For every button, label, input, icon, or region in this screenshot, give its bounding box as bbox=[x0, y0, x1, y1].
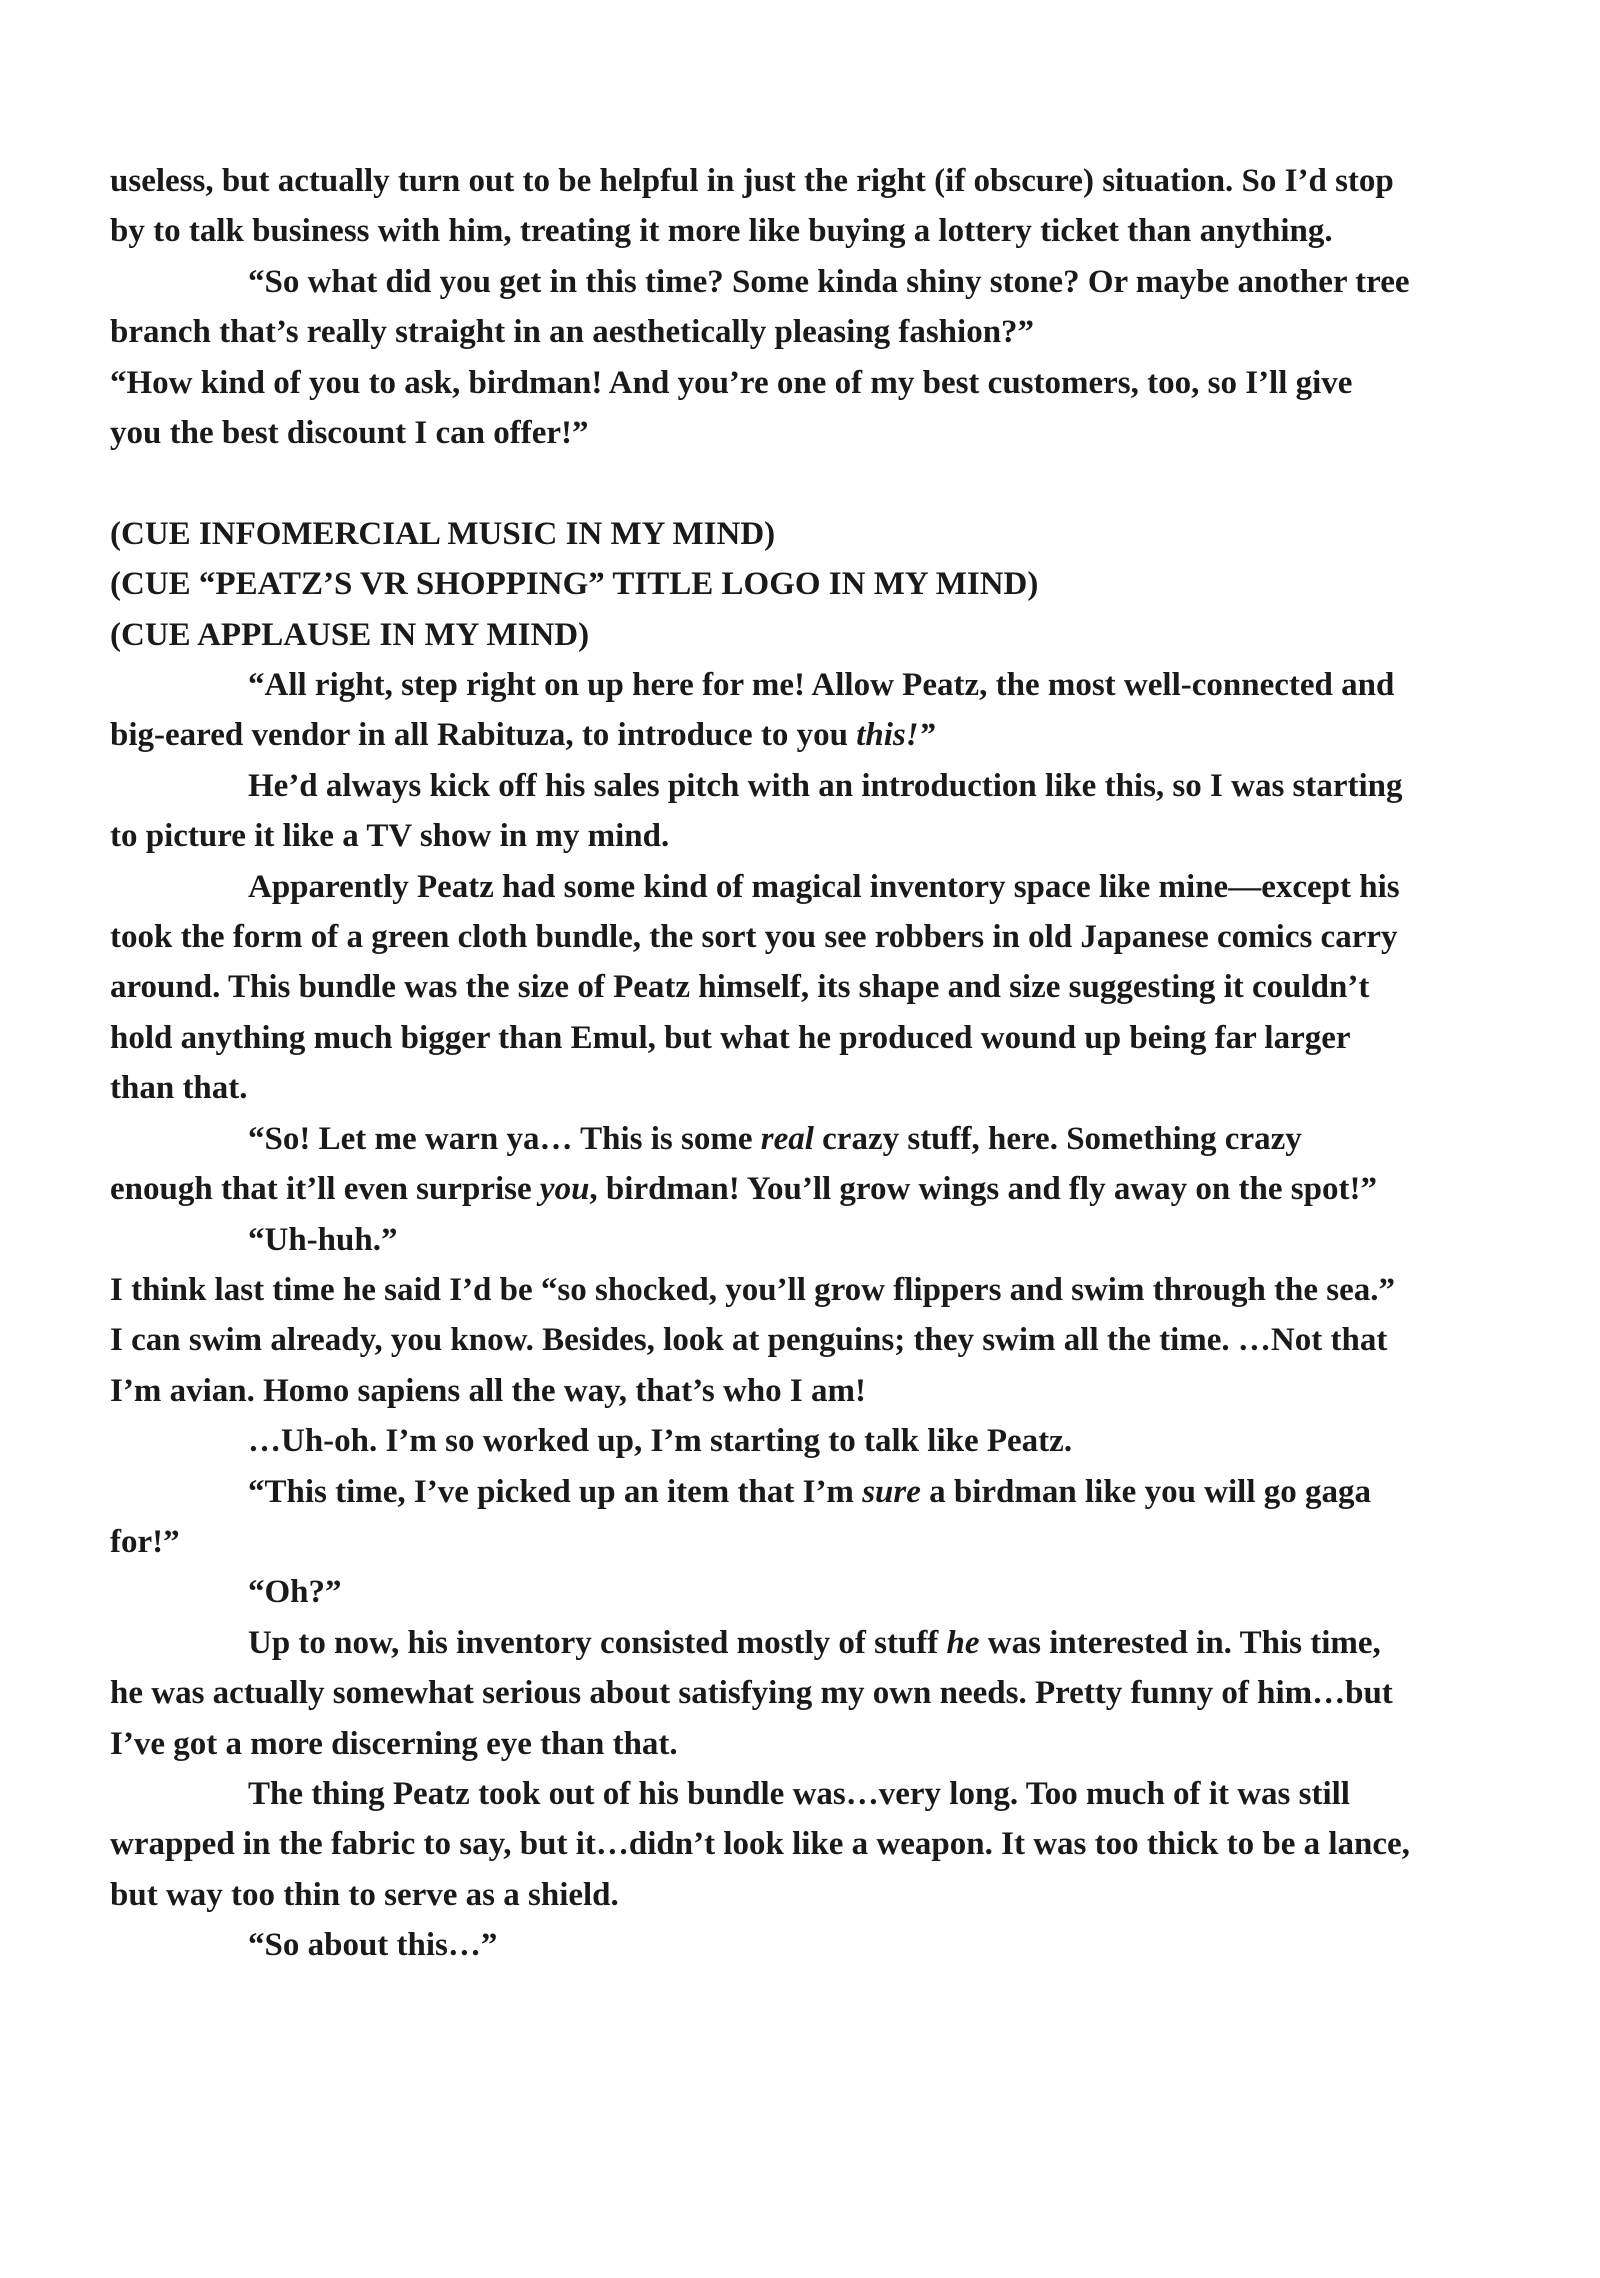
paragraph bbox=[110, 1769, 1410, 1920]
text-run: , birdman! You’ll grow wings and fly away on the spot!” bbox=[589, 1171, 1377, 1208]
italic-text: he bbox=[946, 1624, 980, 1661]
text-run: (CUE INFOMERCIAL MUSIC IN MY MIND) bbox=[110, 515, 776, 552]
paragraph bbox=[110, 1215, 1410, 1265]
paragraph bbox=[110, 862, 1410, 1114]
text-run: “Uh-huh.” bbox=[248, 1221, 398, 1258]
paragraph bbox=[110, 1467, 1410, 1568]
paragraph bbox=[110, 761, 1410, 862]
text-run: The thing Peatz took out of his bundle was…very long. Too much of it was still wrapped in the fabric to say, but it…didn’t look like a weapon. It was too thick to be a lance, but way too thin to serve as a shield. bbox=[110, 1775, 1410, 1913]
text-run: Up to now, his inventory consisted mostly of stuff bbox=[248, 1624, 947, 1661]
text-run: useless, but actually turn out to be helpful in just the right (if obscure) situation. So I’d stop by to talk business with him, treating it more like buying a lottery ticket than anything. bbox=[110, 163, 1394, 250]
paragraph bbox=[110, 1618, 1410, 1769]
italic-text: this!” bbox=[856, 717, 936, 754]
text-run: a birdman like you will go gaga for!” bbox=[110, 1473, 1372, 1560]
text-run: …Uh-oh. I’m so worked up, I’m starting to talk like Peatz. bbox=[248, 1423, 1073, 1460]
italic-text: real bbox=[760, 1120, 814, 1157]
paragraph bbox=[110, 1920, 1410, 1970]
paragraph bbox=[110, 156, 1410, 257]
text-run: “All right, step right on up here for me! Allow Peatz, the most well-connected and big-eared vendor in all Rabituza, to introduce to you bbox=[110, 667, 1395, 754]
text-run: “So about this…” bbox=[248, 1927, 498, 1964]
stage-cue-line bbox=[110, 509, 1410, 559]
text-run: “So what did you get in this time? Some kinda shiny stone? Or maybe another tree branch that’s really straight in an aesthetically pleasing fashion?” bbox=[110, 263, 1410, 351]
paragraph bbox=[110, 1265, 1410, 1416]
paragraph bbox=[110, 1567, 1410, 1617]
text-run: Apparently Peatz had some kind of magical inventory space like mine—except his took the form of a green cloth bundle, the sort you see robbers in old Japanese comics carry around. This bundle was the size of Peatz himself, its shape and size suggesting it couldn’t hold anything much bigger than Emul, but what he produced wound up being far larger than that. bbox=[110, 868, 1400, 1107]
paragraph bbox=[110, 257, 1410, 358]
italic-text: sure bbox=[862, 1473, 921, 1510]
stage-cue-line bbox=[110, 559, 1410, 609]
paragraph bbox=[110, 660, 1410, 761]
text-run: crazy stuff, here. Something crazy enough that it’ll even surprise bbox=[110, 1120, 1302, 1208]
book-page-text bbox=[110, 156, 1410, 1971]
stage-cue-line bbox=[110, 610, 1410, 660]
text-run: “This time, I’ve picked up an item that I’m bbox=[248, 1473, 863, 1510]
text-run: “How kind of you to ask, birdman! And you’re one of my best customers, too, so I’ll give you the best discount I can offer!” bbox=[110, 364, 1353, 452]
paragraph bbox=[110, 1416, 1410, 1466]
text-run: (CUE “PEATZ’S VR SHOPPING” TITLE LOGO IN MY MIND) bbox=[110, 566, 1039, 603]
text-run: (CUE APPLAUSE IN MY MIND) bbox=[110, 616, 590, 653]
text-run: He’d always kick off his sales pitch with an introduction like this, so I was starting to picture it like a TV show in my mind. bbox=[110, 767, 1403, 855]
text-run: “Oh?” bbox=[248, 1574, 342, 1611]
paragraph bbox=[110, 1114, 1410, 1215]
blank-line bbox=[110, 458, 1410, 508]
text-run: was interested in. This time, he was actually somewhat serious about satisfying my own needs. Pretty funny of him…but I’ve got a more discerning eye than that. bbox=[110, 1624, 1393, 1762]
italic-text: you bbox=[539, 1171, 590, 1208]
paragraph bbox=[110, 358, 1410, 459]
text-run: “So! Let me warn ya… This is some bbox=[248, 1120, 761, 1157]
text-run: I think last time he said I’d be “so shocked, you’ll grow flippers and swim through the sea.” I can swim already, you know. Besides, look at penguins; they swim all the time. …Not that I’m avian. Homo sapiens all the way, that’s who I am! bbox=[110, 1271, 1396, 1409]
